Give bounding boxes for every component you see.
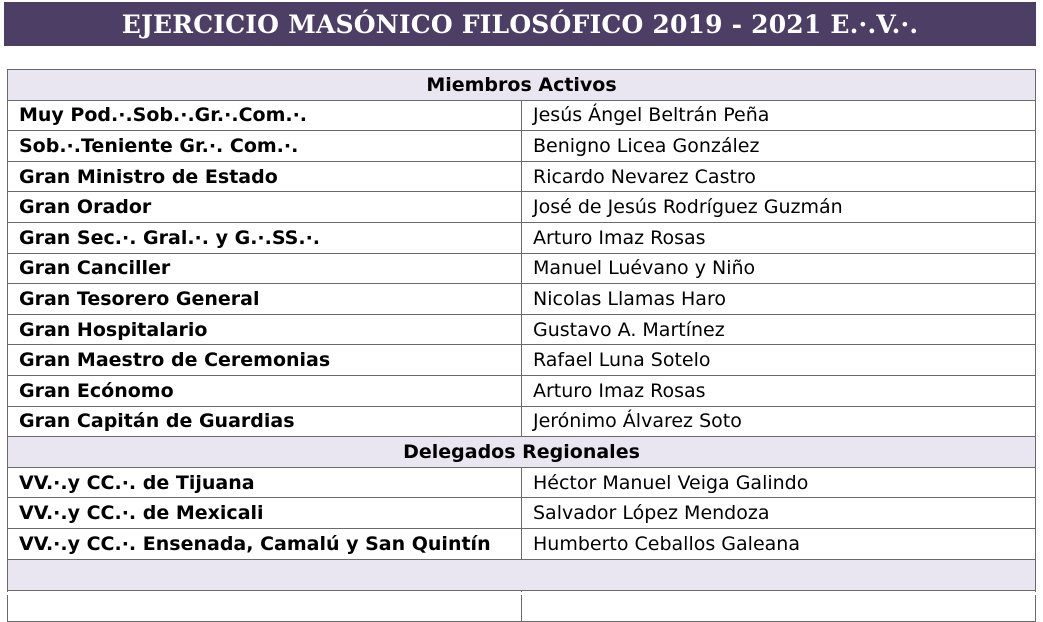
name-cell: Jesús Ángel Beltrán Peña: [522, 100, 1036, 131]
role-cell: Muy Pod.·.Sob.·.Gr.·.Com.·.: [8, 100, 522, 131]
section-heading: Delegados Regionales: [8, 437, 1036, 468]
role-cell: Gran Ministro de Estado: [8, 161, 522, 192]
section-header-row: [8, 70, 1036, 101]
table-row: [8, 375, 1036, 406]
role-cell: Gran Maestro de Ceremonias: [8, 345, 522, 376]
table-row: [8, 406, 1036, 437]
role-cell: Sob.·.Teniente Gr.·. Com.·.: [8, 131, 522, 162]
table-row: [8, 222, 1036, 253]
name-cell: Humberto Ceballos Galeana: [522, 528, 1036, 559]
name-cell: José de Jesús Rodríguez Guzmán: [522, 192, 1036, 223]
role-cell: Gran Tesorero General: [8, 284, 522, 315]
name-cell: Benigno Licea González: [522, 131, 1036, 162]
name-cell: Salvador López Mendoza: [522, 498, 1036, 529]
officers-table: [7, 69, 1036, 622]
role-cell: VV.·.y CC.·. Ensenada, Camalú y San Quintín: [8, 528, 522, 559]
name-cell: Héctor Manuel Veiga Galindo: [522, 467, 1036, 498]
role-cell: Gran Canciller: [8, 253, 522, 284]
table-row: [8, 161, 1036, 192]
name-cell: Rafael Luna Sotelo: [522, 345, 1036, 376]
role-cell: Gran Orador: [8, 192, 522, 223]
table-row: [8, 192, 1036, 223]
name-cell: Ricardo Nevarez Castro: [522, 161, 1036, 192]
table-row: [8, 467, 1036, 498]
role-cell: Gran Ecónomo: [8, 375, 522, 406]
role-cell: VV.·.y CC.·. de Mexicali: [8, 498, 522, 529]
table-row: [8, 498, 1036, 529]
role-cell: VV.·.y CC.·. de Tijuana: [8, 467, 522, 498]
role-cell: Gran Capitán de Guardias: [8, 406, 522, 437]
table-row: [8, 345, 1036, 376]
page-title: EJERCICIO MASÓNICO FILOSÓFICO 2019 - 2021 E.·.V.·.: [4, 2, 1036, 46]
table-row: [8, 314, 1036, 345]
section-heading: Miembros Activos: [8, 70, 1036, 101]
table-row: [8, 253, 1036, 284]
table-row: [8, 528, 1036, 559]
role-cell: Gran Sec.·. Gral.·. y G.·.SS.·.: [8, 222, 522, 253]
name-cell: Manuel Luévano y Niño: [522, 253, 1036, 284]
role-cell: Gran Hospitalario: [8, 314, 522, 345]
name-cell: Nicolas Llamas Haro: [522, 284, 1036, 315]
table-row: [8, 284, 1036, 315]
table-row: [8, 100, 1036, 131]
name-cell: Gustavo A. Martínez: [522, 314, 1036, 345]
name-cell: Jerónimo Álvarez Soto: [522, 406, 1036, 437]
name-cell: Arturo Imaz Rosas: [522, 375, 1036, 406]
empty-cell: [8, 559, 1036, 590]
name-cell: Arturo Imaz Rosas: [522, 222, 1036, 253]
section-header-row: [8, 437, 1036, 468]
empty-section-row: [8, 559, 1036, 590]
table-row: [8, 131, 1036, 162]
